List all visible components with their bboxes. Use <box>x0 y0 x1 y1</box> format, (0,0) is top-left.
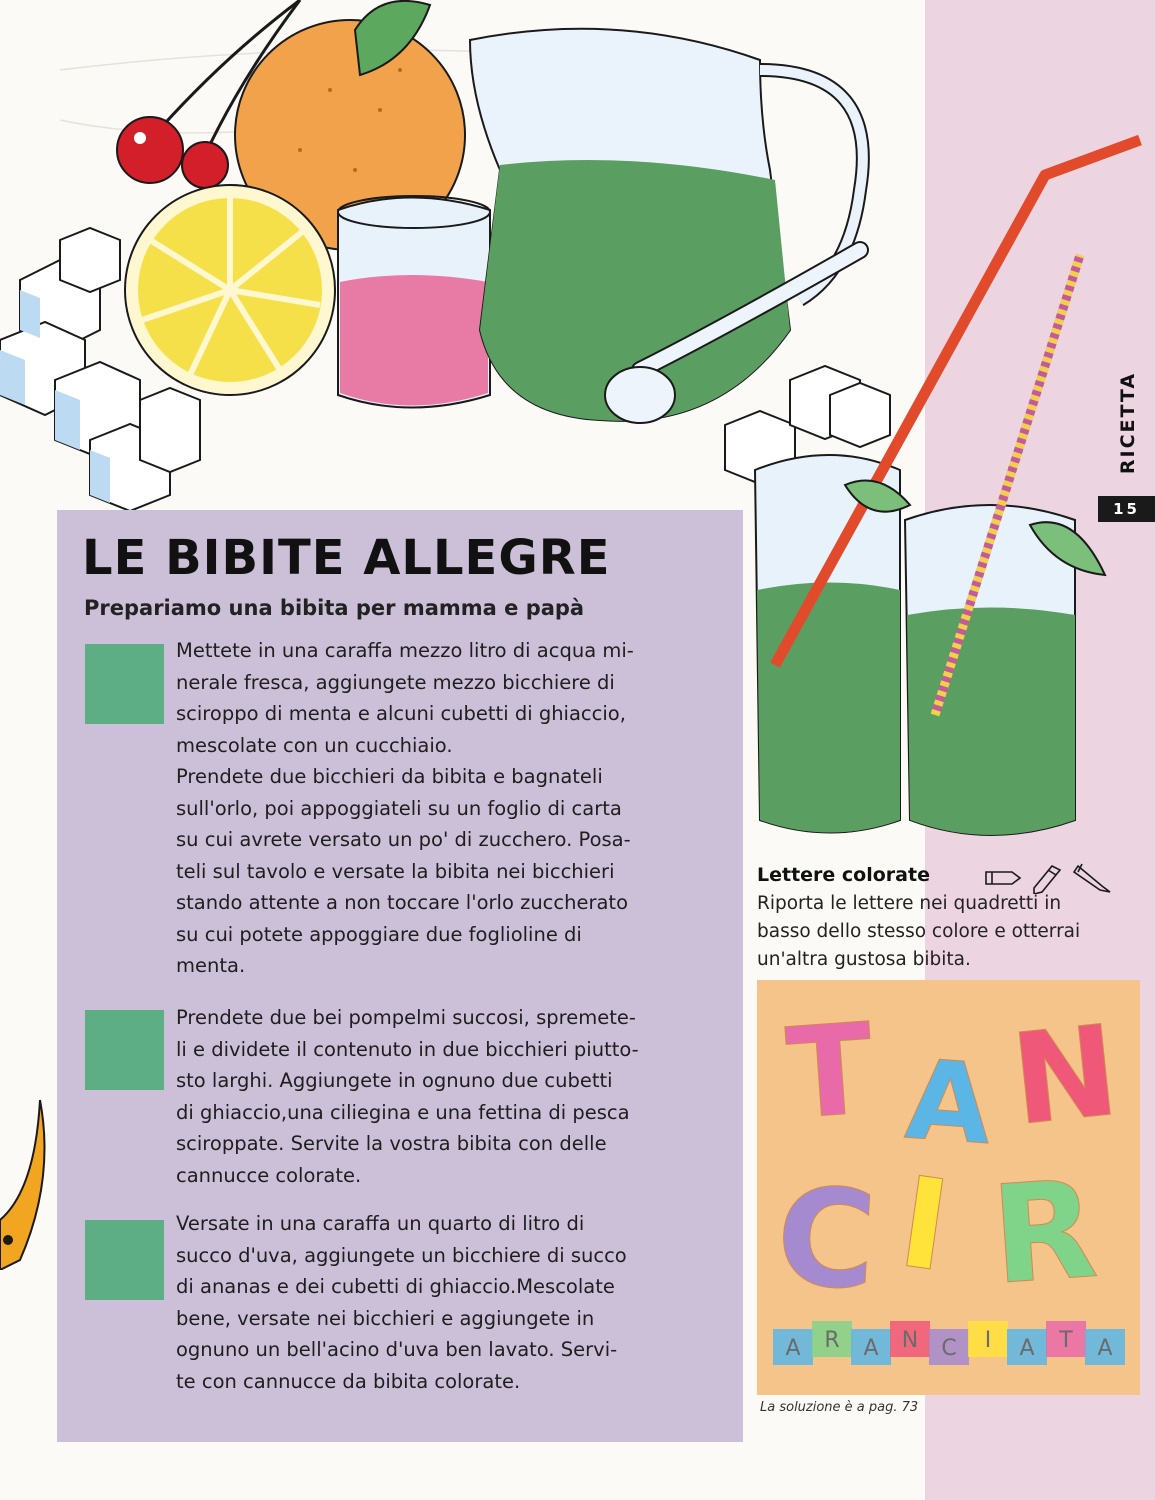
puzzle-big-letter: A <box>901 1035 996 1169</box>
text-line: sull'orlo, poi appoggiateli su un foglio di carta <box>176 796 622 820</box>
puzzle-big-letter: R <box>986 1150 1102 1315</box>
text-line: di ananas e dei cubetti di ghiaccio.Mescolate <box>176 1275 615 1298</box>
letters-puzzle-board <box>757 980 1140 1395</box>
lemon-slice <box>125 185 335 395</box>
text-line: Riporta le lettere nei quadretti in <box>757 893 1062 914</box>
puzzle-answer-letter: A <box>863 1336 879 1361</box>
puzzle-answer-square <box>851 1329 891 1365</box>
puzzle-answer-square <box>812 1321 852 1357</box>
text-line: te con cannucce da bibita colorate. <box>176 1369 521 1393</box>
puzzle-answer-square <box>1046 1321 1086 1357</box>
puzzle-big-letter: N <box>1005 998 1125 1154</box>
text-line: li e dividete il contenuto in due bicchieri piutto- <box>176 1037 639 1061</box>
pink-glass <box>338 196 490 408</box>
puzzle-answer-square <box>1007 1329 1047 1365</box>
puzzle-answer-letter: T <box>1059 1328 1073 1353</box>
edge-decoration <box>0 1080 60 1270</box>
puzzle-answer-square <box>890 1321 930 1357</box>
green-jug <box>470 29 863 421</box>
recipe-title: LE BIBITE ALLEGRE <box>82 530 611 586</box>
puzzle-answer-letter: N <box>901 1328 919 1353</box>
orange <box>235 1 465 250</box>
puzzle-title: Lettere colorate <box>757 864 930 886</box>
solution-caption: La soluzione è a pag. 73 <box>760 1400 919 1415</box>
text-line: Prendete due bei pompelmi succosi, spremete- <box>176 1006 636 1029</box>
puzzle-big-letter: C <box>772 1158 880 1320</box>
text-line: basso dello stesso colore e otterrai <box>757 921 1081 942</box>
spoon <box>605 250 860 423</box>
step-2-text <box>176 1002 721 1191</box>
text-line: Prendete due bicchieri da bibita e bagnateli <box>176 765 603 788</box>
puzzle-answer-letter: I <box>984 1328 992 1353</box>
puzzle-answer-square <box>1085 1329 1125 1365</box>
text-line: sto larghi. Aggiungete in ognuno due cubetti <box>176 1069 613 1092</box>
pencil-icon <box>986 872 1020 884</box>
section-label: RICETTA <box>1117 371 1139 475</box>
puzzle-big-letter: T <box>782 996 878 1148</box>
cherries <box>117 0 300 188</box>
text-line: sciroppate. Servite la vostra bibita con delle <box>176 1132 607 1155</box>
text-line: sciroppo di menta e alcuni cubetti di ghiaccio, <box>176 702 626 725</box>
text-line: un'altra gustosa bibita. <box>757 949 971 970</box>
pencil-icon <box>1074 864 1110 892</box>
step-1-text <box>176 635 721 982</box>
puzzle-answer-letter: A <box>785 1336 801 1361</box>
text-line: ognuno un bell'acino d'uva ben lavato. Servi- <box>176 1338 618 1361</box>
text-line: succo d'uva, aggiungete un bicchiere di succo <box>176 1243 627 1267</box>
pencil-icons <box>982 858 1122 894</box>
puzzle-answer-letter: A <box>1097 1336 1113 1361</box>
text-line: cannucce colorate. <box>176 1163 362 1187</box>
puzzle-answer-letter: C <box>941 1336 957 1361</box>
text-line: menta. <box>176 954 246 977</box>
page-number: 15 <box>1098 496 1155 522</box>
text-line: teli sul tavolo e versate la bibita nei bicchieri <box>176 859 615 883</box>
text-line: stando attente a non toccare l'orlo zuccherato <box>176 891 629 914</box>
text-line: mescolate con un cucchiaio. <box>176 733 453 757</box>
step-3-text <box>176 1208 721 1397</box>
text-line: di ghiaccio,una ciliegina e una fettina di pesca <box>176 1100 630 1124</box>
text-line: Mettete in una caraffa mezzo litro di acqua mi- <box>176 639 634 662</box>
text-line: bene, versate nei bicchieri e aggiungete in <box>176 1306 595 1330</box>
puzzle-answer-letter: A <box>1019 1336 1035 1361</box>
puzzle-instructions <box>757 890 1147 974</box>
text-line: su cui potete appoggiare due foglioline di <box>176 922 582 946</box>
text-line: nerale fresca, aggiungete mezzo bicchiere di <box>176 670 615 694</box>
recipe-subtitle: Prepariamo una bibita per mamma e papà <box>84 596 585 620</box>
text-line: Versate in una caraffa un quarto di litro di <box>176 1212 585 1235</box>
step-1-marker <box>85 644 164 724</box>
step-3-marker <box>85 1220 164 1300</box>
puzzle-answer-square <box>773 1329 813 1365</box>
puzzle-answer-square <box>929 1329 969 1365</box>
puzzle-answer-letter: R <box>824 1328 840 1353</box>
puzzle-big-letter: I <box>891 1150 958 1301</box>
text-line: su cui avrete versato un po' di zucchero. Posa- <box>176 828 631 851</box>
puzzle-answer-square <box>968 1321 1008 1357</box>
step-2-marker <box>85 1010 164 1090</box>
